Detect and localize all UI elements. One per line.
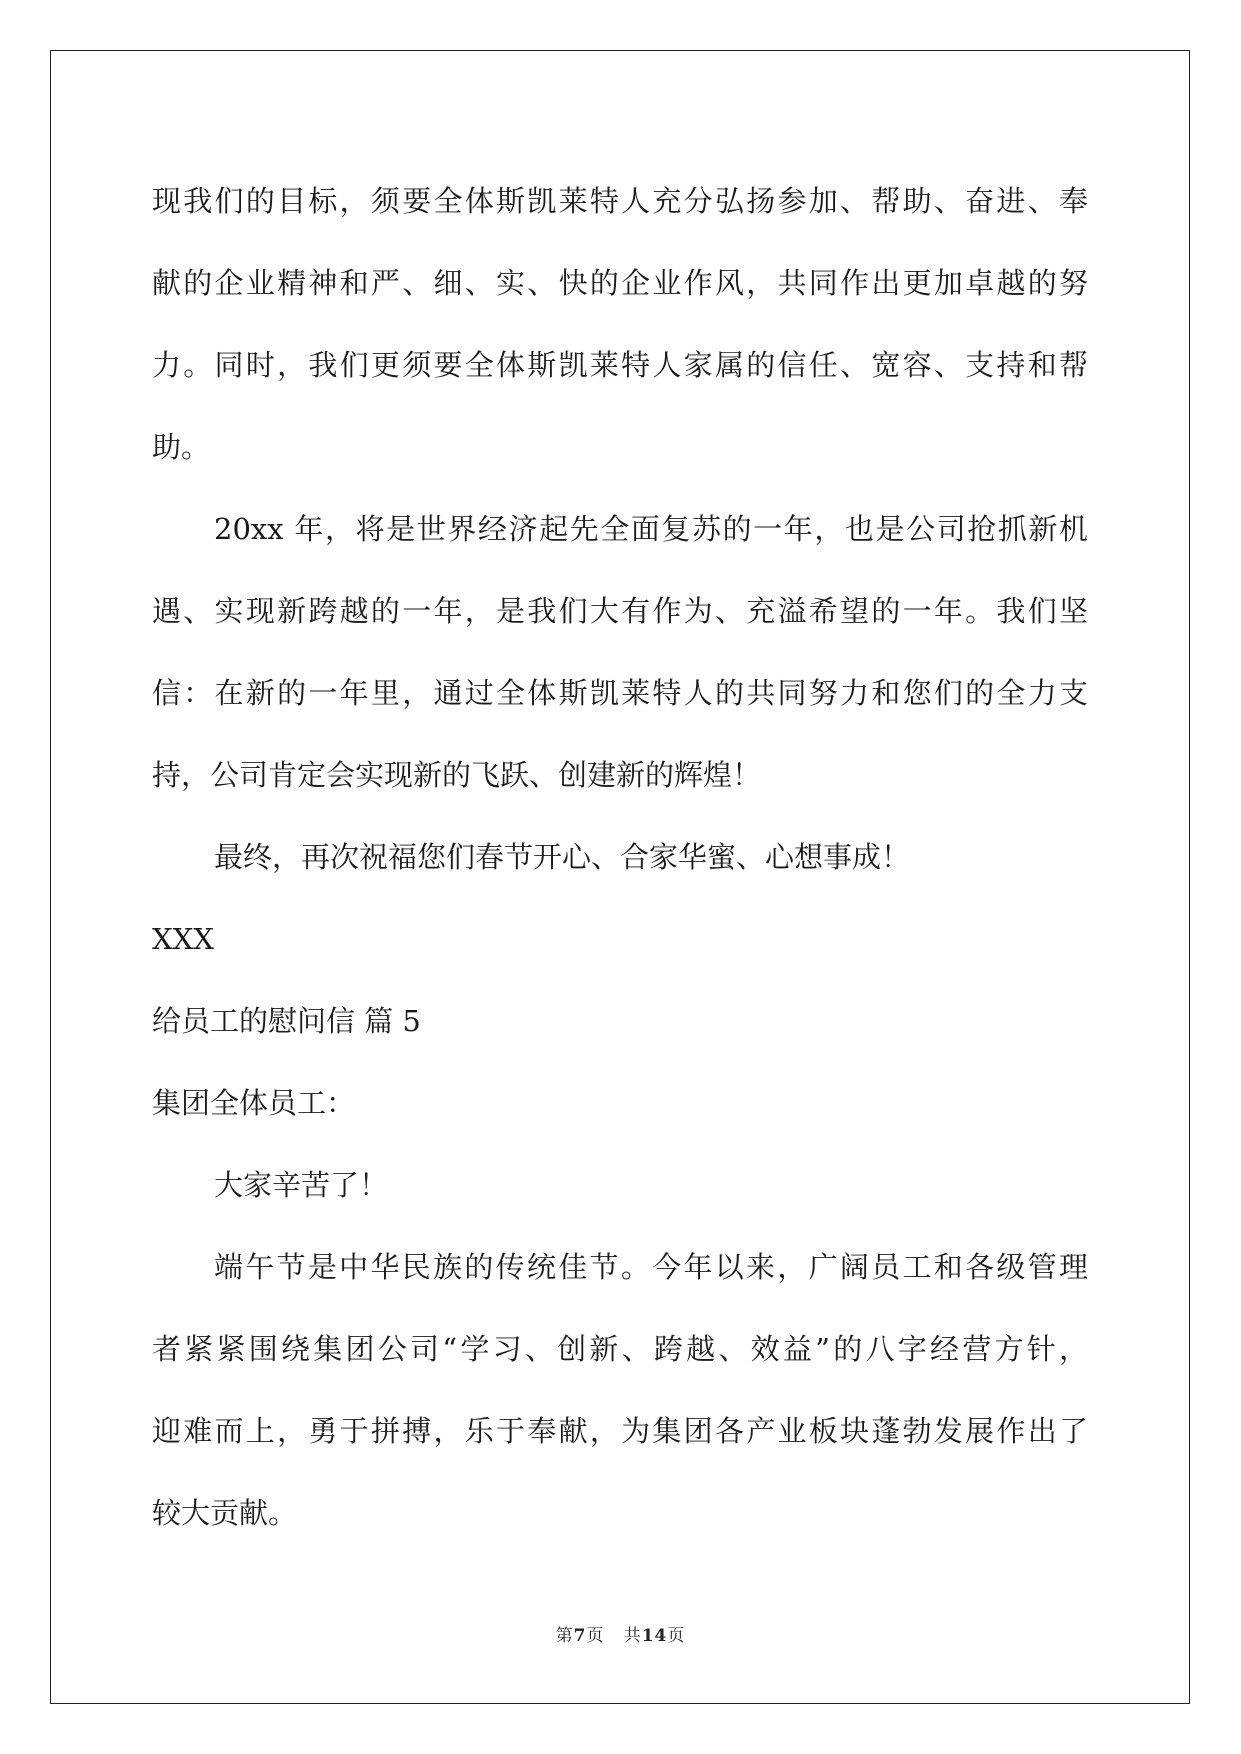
salutation bbox=[152, 1062, 1088, 1144]
text-line: 端午节是中华民族的传统佳节。今年以来，广阔员工和各级管理 bbox=[214, 1250, 1088, 1284]
paragraph bbox=[152, 1226, 1088, 1554]
text-line: 遇、实现新跨越的一年，是我们大有作为、充溢希望的一年。我们坚 bbox=[152, 594, 1088, 628]
text-line: 较大贡献。 bbox=[152, 1496, 298, 1530]
paragraph bbox=[152, 160, 1088, 488]
footer-prefix: 第 bbox=[555, 1626, 574, 1646]
text-line: 力。同时，我们更须要全体斯凯莱特人家属的信任、宽容、支持和帮 bbox=[152, 348, 1088, 382]
paragraph bbox=[152, 816, 1088, 898]
section-heading bbox=[152, 980, 1088, 1062]
text-line: 给员工的慰问信 篇 5 bbox=[152, 1004, 421, 1038]
text-line: XXX bbox=[152, 922, 214, 956]
text-line: 大家辛苦了！ bbox=[214, 1168, 389, 1202]
text-line: 者紧紧围绕集团公司“学习、创新、跨越、效益”的八字经营方针， bbox=[152, 1332, 1088, 1366]
document-body bbox=[152, 160, 1088, 1554]
footer-page-word: 页 bbox=[586, 1626, 605, 1646]
text-line: 最终，再次祝福您们春节开心、合家华蜜、心想事成！ bbox=[214, 840, 911, 874]
text-line: 20xx 年，将是世界经济起先全面复苏的一年，也是公司抢抓新机 bbox=[214, 512, 1088, 546]
text-line: 集团全体员工： bbox=[152, 1086, 356, 1120]
total-pages-number: 14 bbox=[641, 1626, 668, 1646]
signature bbox=[152, 898, 1088, 980]
paragraph bbox=[152, 488, 1088, 816]
text-line: 献的企业精神和严、细、实、快的企业作风，共同作出更加卓越的努 bbox=[152, 266, 1088, 300]
text-line: 助。 bbox=[152, 430, 211, 464]
text-line: 信：在新的一年里，通过全体斯凯莱特人的共同努力和您们的全力支 bbox=[152, 676, 1088, 710]
page-footer bbox=[0, 1621, 1241, 1646]
text-line: 现我们的目标，须要全体斯凯莱特人充分弘扬参加、帮助、奋进、奉 bbox=[152, 184, 1088, 218]
footer-total-prefix: 共 bbox=[623, 1626, 642, 1646]
text-line: 持，公司肯定会实现新的飞跃、创建新的辉煌！ bbox=[152, 758, 762, 792]
current-page-number: 7 bbox=[573, 1626, 587, 1646]
text-line: 迎难而上，勇于拼搏，乐于奉献，为集团各产业板块蓬勃发展作出了 bbox=[152, 1414, 1088, 1448]
footer-total-suffix: 页 bbox=[667, 1626, 686, 1646]
greeting bbox=[152, 1144, 1088, 1226]
